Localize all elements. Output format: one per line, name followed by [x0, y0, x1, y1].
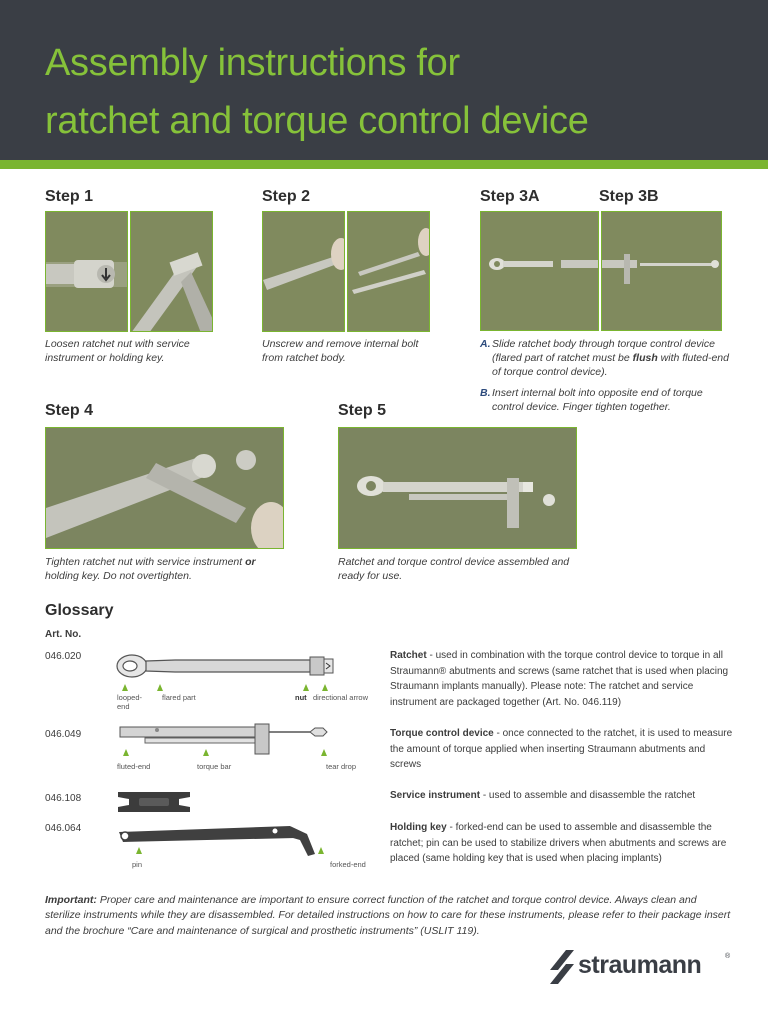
step-3b-photo — [601, 211, 722, 331]
step-1-caption: Loosen ratchet nut with service instrument or holding key. — [45, 338, 190, 364]
step-3b-letter: B. — [480, 387, 491, 399]
nut-arrow — [303, 684, 309, 691]
step-3b-caption — [480, 386, 730, 414]
label-fluted-end: fluted-end — [117, 762, 151, 771]
glossary-ratchet: Ratchet - used in combination with the torque control device to torque in all Straumann® abutments and screws (same ratchet that is used when placing Straumann implants manually). Please note: The ratchet and service instrument are packaged together (Art. No. 046.119) — [390, 650, 729, 708]
art-no-service-instrument: 046.108 — [45, 793, 82, 804]
glossary-service-instrument: Service instrument - used to assemble and disassemble the ratchet — [390, 790, 696, 801]
art-no-torque-control: 046.049 — [45, 729, 82, 740]
page-title — [45, 34, 589, 150]
step-1-photo-a — [45, 211, 128, 332]
art-no-ratchet: 046.020 — [45, 651, 82, 662]
step-5-heading: Step 5 — [338, 402, 387, 419]
label-torque-bar: torque bar — [197, 762, 232, 771]
ratchet-illustration — [115, 651, 355, 681]
step-4-caption: Tighten ratchet nut with service instrument or holding key. Do not overtighten. — [45, 556, 256, 582]
flared-part-arrow — [157, 684, 163, 691]
step-4-heading: Step 4 — [45, 402, 94, 419]
step-1-photo-b — [130, 211, 213, 332]
straumann-logo-mark — [548, 948, 576, 986]
step-5-caption: Ratchet and torque control device assembled and ready for use. — [338, 556, 570, 582]
step-2-caption: Unscrew and remove internal bolt from ratchet body. — [262, 338, 419, 364]
holding-key-illustration — [115, 822, 335, 858]
label-nut: nut — [295, 693, 307, 702]
directional-arrow-arrow — [322, 684, 328, 691]
forked-end-arrow — [318, 847, 324, 854]
important-note: Important: Proper care and maintenance are important to ensure correct function of the ratchet and torque control device. Always clean and sterilize instruments while they are disassembled. For detailed instructions on how to care for these instruments, please refer to their package insert and the brochure “Care and maintenance of surgical and prosthetic instruments” (USLIT 119). — [45, 893, 731, 937]
title-line-1: Assembly instructions for — [45, 42, 460, 84]
step-3a-caption-text: Slide ratchet body through torque control device (flared part of ratchet must be flush with fluted-end of torque control device). — [492, 338, 729, 378]
looped-end-arrow — [122, 684, 128, 691]
title-line-2: ratchet and torque control device — [45, 100, 589, 142]
tear-drop-arrow — [321, 749, 327, 756]
step-2-photo-a — [262, 211, 345, 332]
straumann-logo-registered: ® — [725, 953, 731, 960]
glossary-heading: Glossary — [45, 602, 114, 619]
label-looped-end: looped-end — [117, 693, 143, 711]
step-3a-letter: A. — [480, 338, 491, 350]
art-no-holding-key: 046.064 — [45, 823, 82, 834]
glossary-holding-key: Holding key - forked-end can be used to assemble and disassemble the ratchet; pin can be used to stabilize drivers when abutments and screws are placed (same holding key that is used when placing implants) — [390, 822, 727, 864]
label-directional-arrow: directional arrow — [313, 693, 369, 702]
service-instrument-illustration — [115, 788, 195, 816]
step-4-photo — [45, 427, 284, 549]
label-tear-drop: tear drop — [326, 762, 357, 771]
step-3a-photo — [480, 211, 599, 331]
label-pin: pin — [132, 860, 143, 869]
glossary-torque-control-device: Torque control device - once connected to the ratchet, it is used to measure the amount of torque applied when inserting Straumann abutments and screws — [390, 728, 733, 770]
step-5-photo — [338, 427, 577, 549]
torque-bar-arrow — [203, 749, 209, 756]
step-2-photo-b — [347, 211, 430, 332]
fluted-end-arrow — [123, 749, 129, 756]
step-2-heading: Step 2 — [262, 188, 311, 205]
header-accent-stripe — [0, 160, 768, 169]
pin-arrow — [136, 847, 142, 854]
step-3b-caption-text: Insert internal bolt into opposite end of torque control device. Finger tighten together. — [492, 387, 703, 413]
step-3b-heading: Step 3B — [599, 188, 659, 205]
art-no-heading: Art. No. — [45, 629, 82, 640]
step-3a-heading: Step 3A — [480, 188, 540, 205]
step-1-heading: Step 1 — [45, 188, 94, 205]
label-forked-end: forked-end — [330, 860, 366, 869]
label-flared-part: flared part — [162, 693, 196, 702]
step-3a-caption — [480, 337, 730, 379]
straumann-logo-text: straumann — [578, 951, 702, 979]
torque-control-illustration — [115, 722, 355, 756]
